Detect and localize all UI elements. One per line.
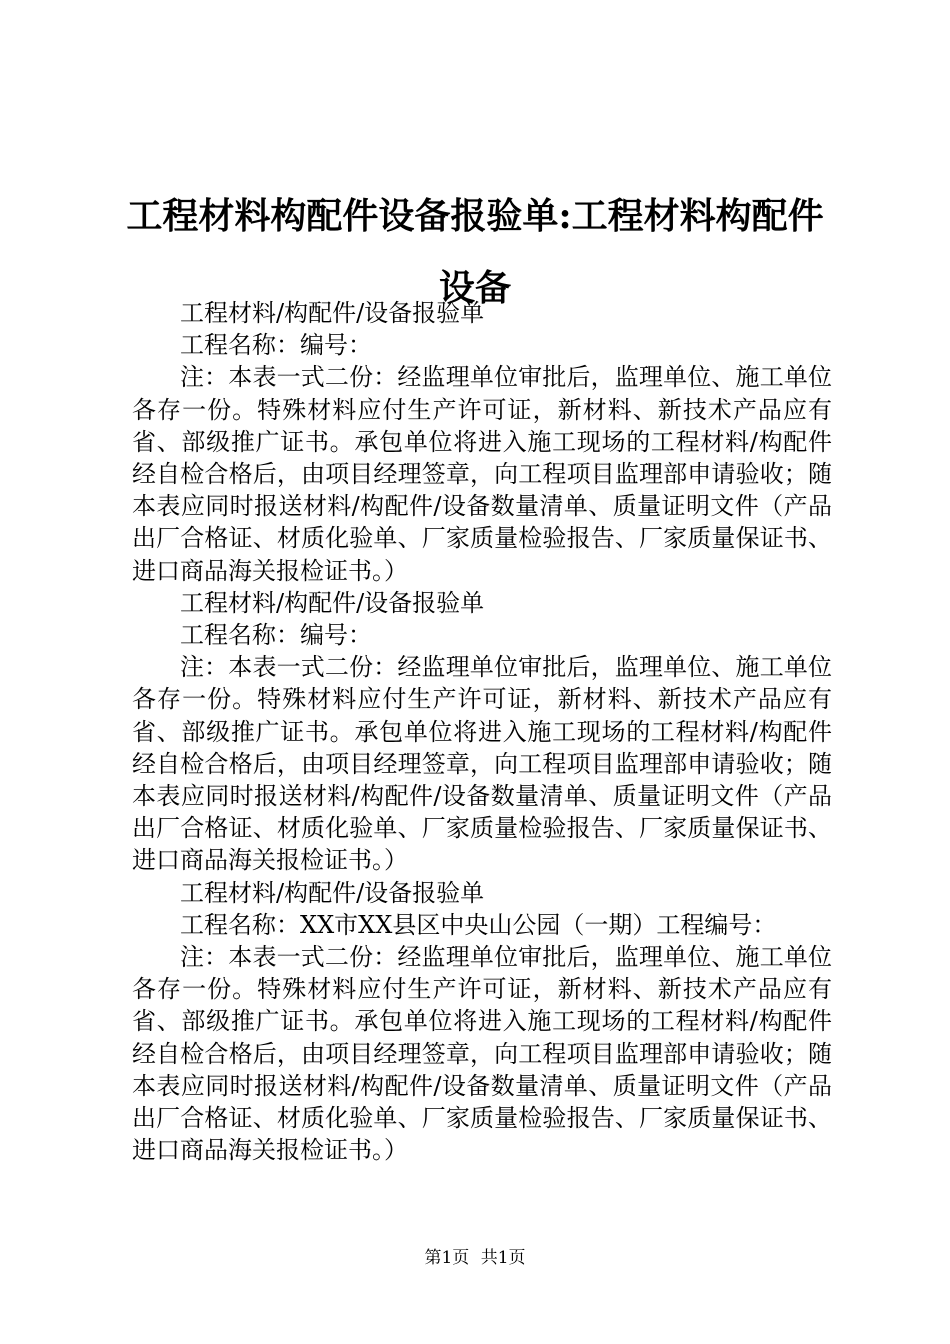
document-body [132,297,832,1166]
page-number: 第1页 [424,1248,470,1268]
section-3-heading: 工程材料/构配件/设备报验单 [180,878,485,907]
section-2-heading: 工程材料/构配件/设备报验单 [180,588,485,617]
section-1-project-line: 工程名称：编号： [180,331,372,360]
section-2-project-line: 工程名称：编号： [180,621,372,650]
section-2-note: 注：本表一式二份：经监理单位审批后，监理单位、施工单位各存一份。特殊材料应付生产许可证，新材料、新技术产品应有省、部级推广证书。承包单位将进入施工现场的工程材料/构配件经自检合格后，由项目经理签章，向工程项目监理部申请验收；随本表应同时报送材料/构配件/设备数量清单、质量证明文件（产品出厂合格证、材质化验单、厂家质量检验报告、厂家质量保证书、进口商品海关报检证书。） [132,653,832,875]
section-1-heading: 工程材料/构配件/设备报验单 [180,299,485,327]
section-1-note: 注：本表一式二份：经监理单位审批后，监理单位、施工单位各存一份。特殊材料应付生产许可证，新材料、新技术产品应有省、部级推广证书。承包单位将进入施工现场的工程材料/构配件经自检合格后，由项目经理签章，向工程项目监理部申请验收；随本表应同时报送材料/构配件/设备数量清单、质量证明文件（产品出厂合格证、材质化验单、厂家质量检验报告、厂家质量保证书、进口商品海关报检证书。） [132,363,832,585]
section-3-project-line: 工程名称：XX市XX县区中央山公园（一期）工程编号： [180,910,777,939]
page-footer [0,1243,950,1268]
page-total: 共1页 [480,1248,526,1268]
document-title: 工程材料构配件设备报验单:工程材料构配件设备 [126,195,824,309]
section-3-note: 注：本表一式二份：经监理单位审批后，监理单位、施工单位各存一份。特殊材料应付生产许可证，新材料、新技术产品应有省、部级推广证书。承包单位将进入施工现场的工程材料/构配件经自检合格后，由项目经理签章，向工程项目监理部申请验收；随本表应同时报送材料/构配件/设备数量清单、质量证明文件（产品出厂合格证、材质化验单、厂家质量检验报告、厂家质量保证书、进口商品海关报检证书。） [132,943,832,1165]
